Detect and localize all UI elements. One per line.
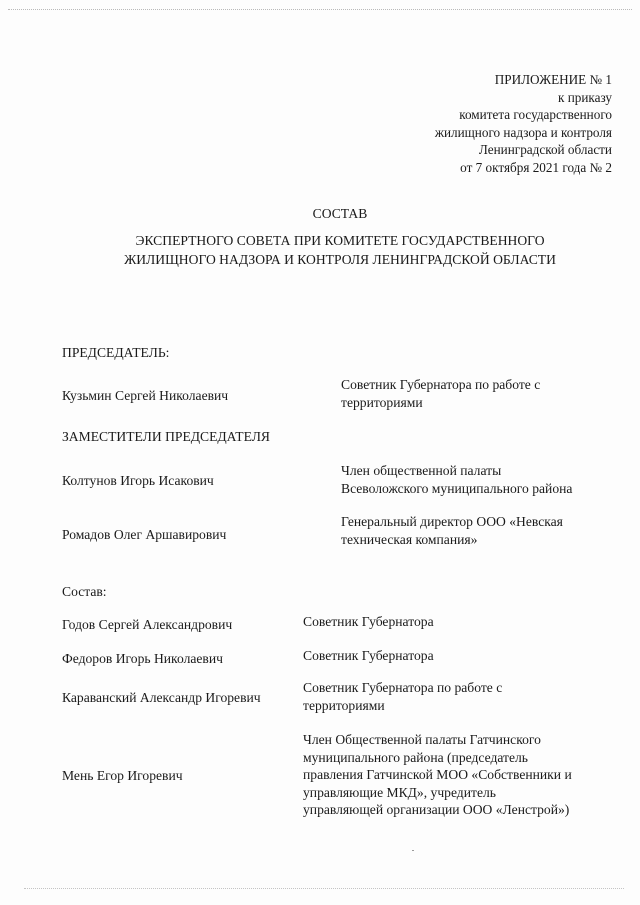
chair-name: Кузьмин Сергей Николаевич (62, 388, 229, 403)
member-name: Годов Сергей Александрович (62, 617, 233, 632)
chair-position (341, 376, 540, 411)
document-subtitle (40, 232, 640, 269)
deputy-name: Колтунов Игорь Исакович (62, 473, 214, 488)
position-line: управляющей организации ООО «Ленстрой») (303, 802, 570, 818)
position-line: Советник Губернатора (303, 648, 434, 663)
position-line: Всеволожского муниципального района (341, 480, 573, 496)
subtitle-line: ЭКСПЕРТНОГО СОВЕТА ПРИ КОМИТЕТЕ ГОСУДАРСТВЕННОГО (135, 233, 545, 248)
chair-heading: ПРЕДСЕДАТЕЛЬ: (62, 345, 170, 360)
member-name: Караванский Александр Игоревич (62, 690, 261, 705)
deputy-name: Ромадов Олег Аршавирович (62, 527, 227, 542)
appendix-region: Ленинградской области (478, 142, 612, 158)
member-position (303, 731, 572, 819)
appendix-number: ПРИЛОЖЕНИЕ № 1 (494, 72, 612, 87)
subtitle-line: ЖИЛИЩНОГО НАДЗОРА И КОНТРОЛЯ ЛЕНИНГРАДСКОЙ ОБЛАСТИ (124, 251, 556, 267)
member-position (303, 679, 502, 714)
appendix-committee: комитета государственного (459, 107, 612, 123)
member-name: Федоров Игорь Николаевич (62, 651, 223, 666)
position-line: Советник Губернатора по работе с (303, 680, 503, 695)
appendix-order-ref: к приказу (558, 89, 612, 105)
position-line: территориями (303, 697, 385, 713)
scan-speck (412, 850, 414, 851)
member-position (303, 647, 434, 665)
appendix-date: от 7 октября 2021 года № 2 (460, 159, 612, 175)
member-name: Мень Егор Игоревич (62, 768, 183, 783)
document-title: СОСТАВ (312, 206, 368, 221)
position-line: правления Гатчинской МОО «Собственники и (303, 767, 572, 783)
appendix-committee-cont: жилищного надзора и контроля (434, 124, 612, 140)
position-line: муниципального района (председатель (303, 749, 529, 765)
position-line: территориями (341, 394, 423, 410)
scan-edge-top (8, 9, 632, 10)
position-line: Советник Губернатора (303, 614, 434, 629)
position-line: управляющие МКД», учредитель (303, 784, 496, 800)
deputy-position (341, 462, 572, 497)
scan-edge-bottom (24, 888, 624, 889)
position-line: Член Общественной палаты Гатчинского (303, 732, 541, 747)
deputy-position (341, 513, 563, 548)
member-position (303, 613, 434, 631)
position-line: Член общественной палаты (341, 463, 502, 478)
composition-heading: Состав: (62, 584, 107, 599)
position-line: Советник Губернатора по работе с (341, 377, 541, 392)
appendix-block (312, 71, 612, 177)
position-line: техническая компания» (341, 531, 478, 547)
position-line: Генеральный директор ООО «Невская (341, 514, 563, 529)
deputies-heading: ЗАМЕСТИТЕЛИ ПРЕДСЕДАТЕЛЯ (62, 429, 271, 444)
